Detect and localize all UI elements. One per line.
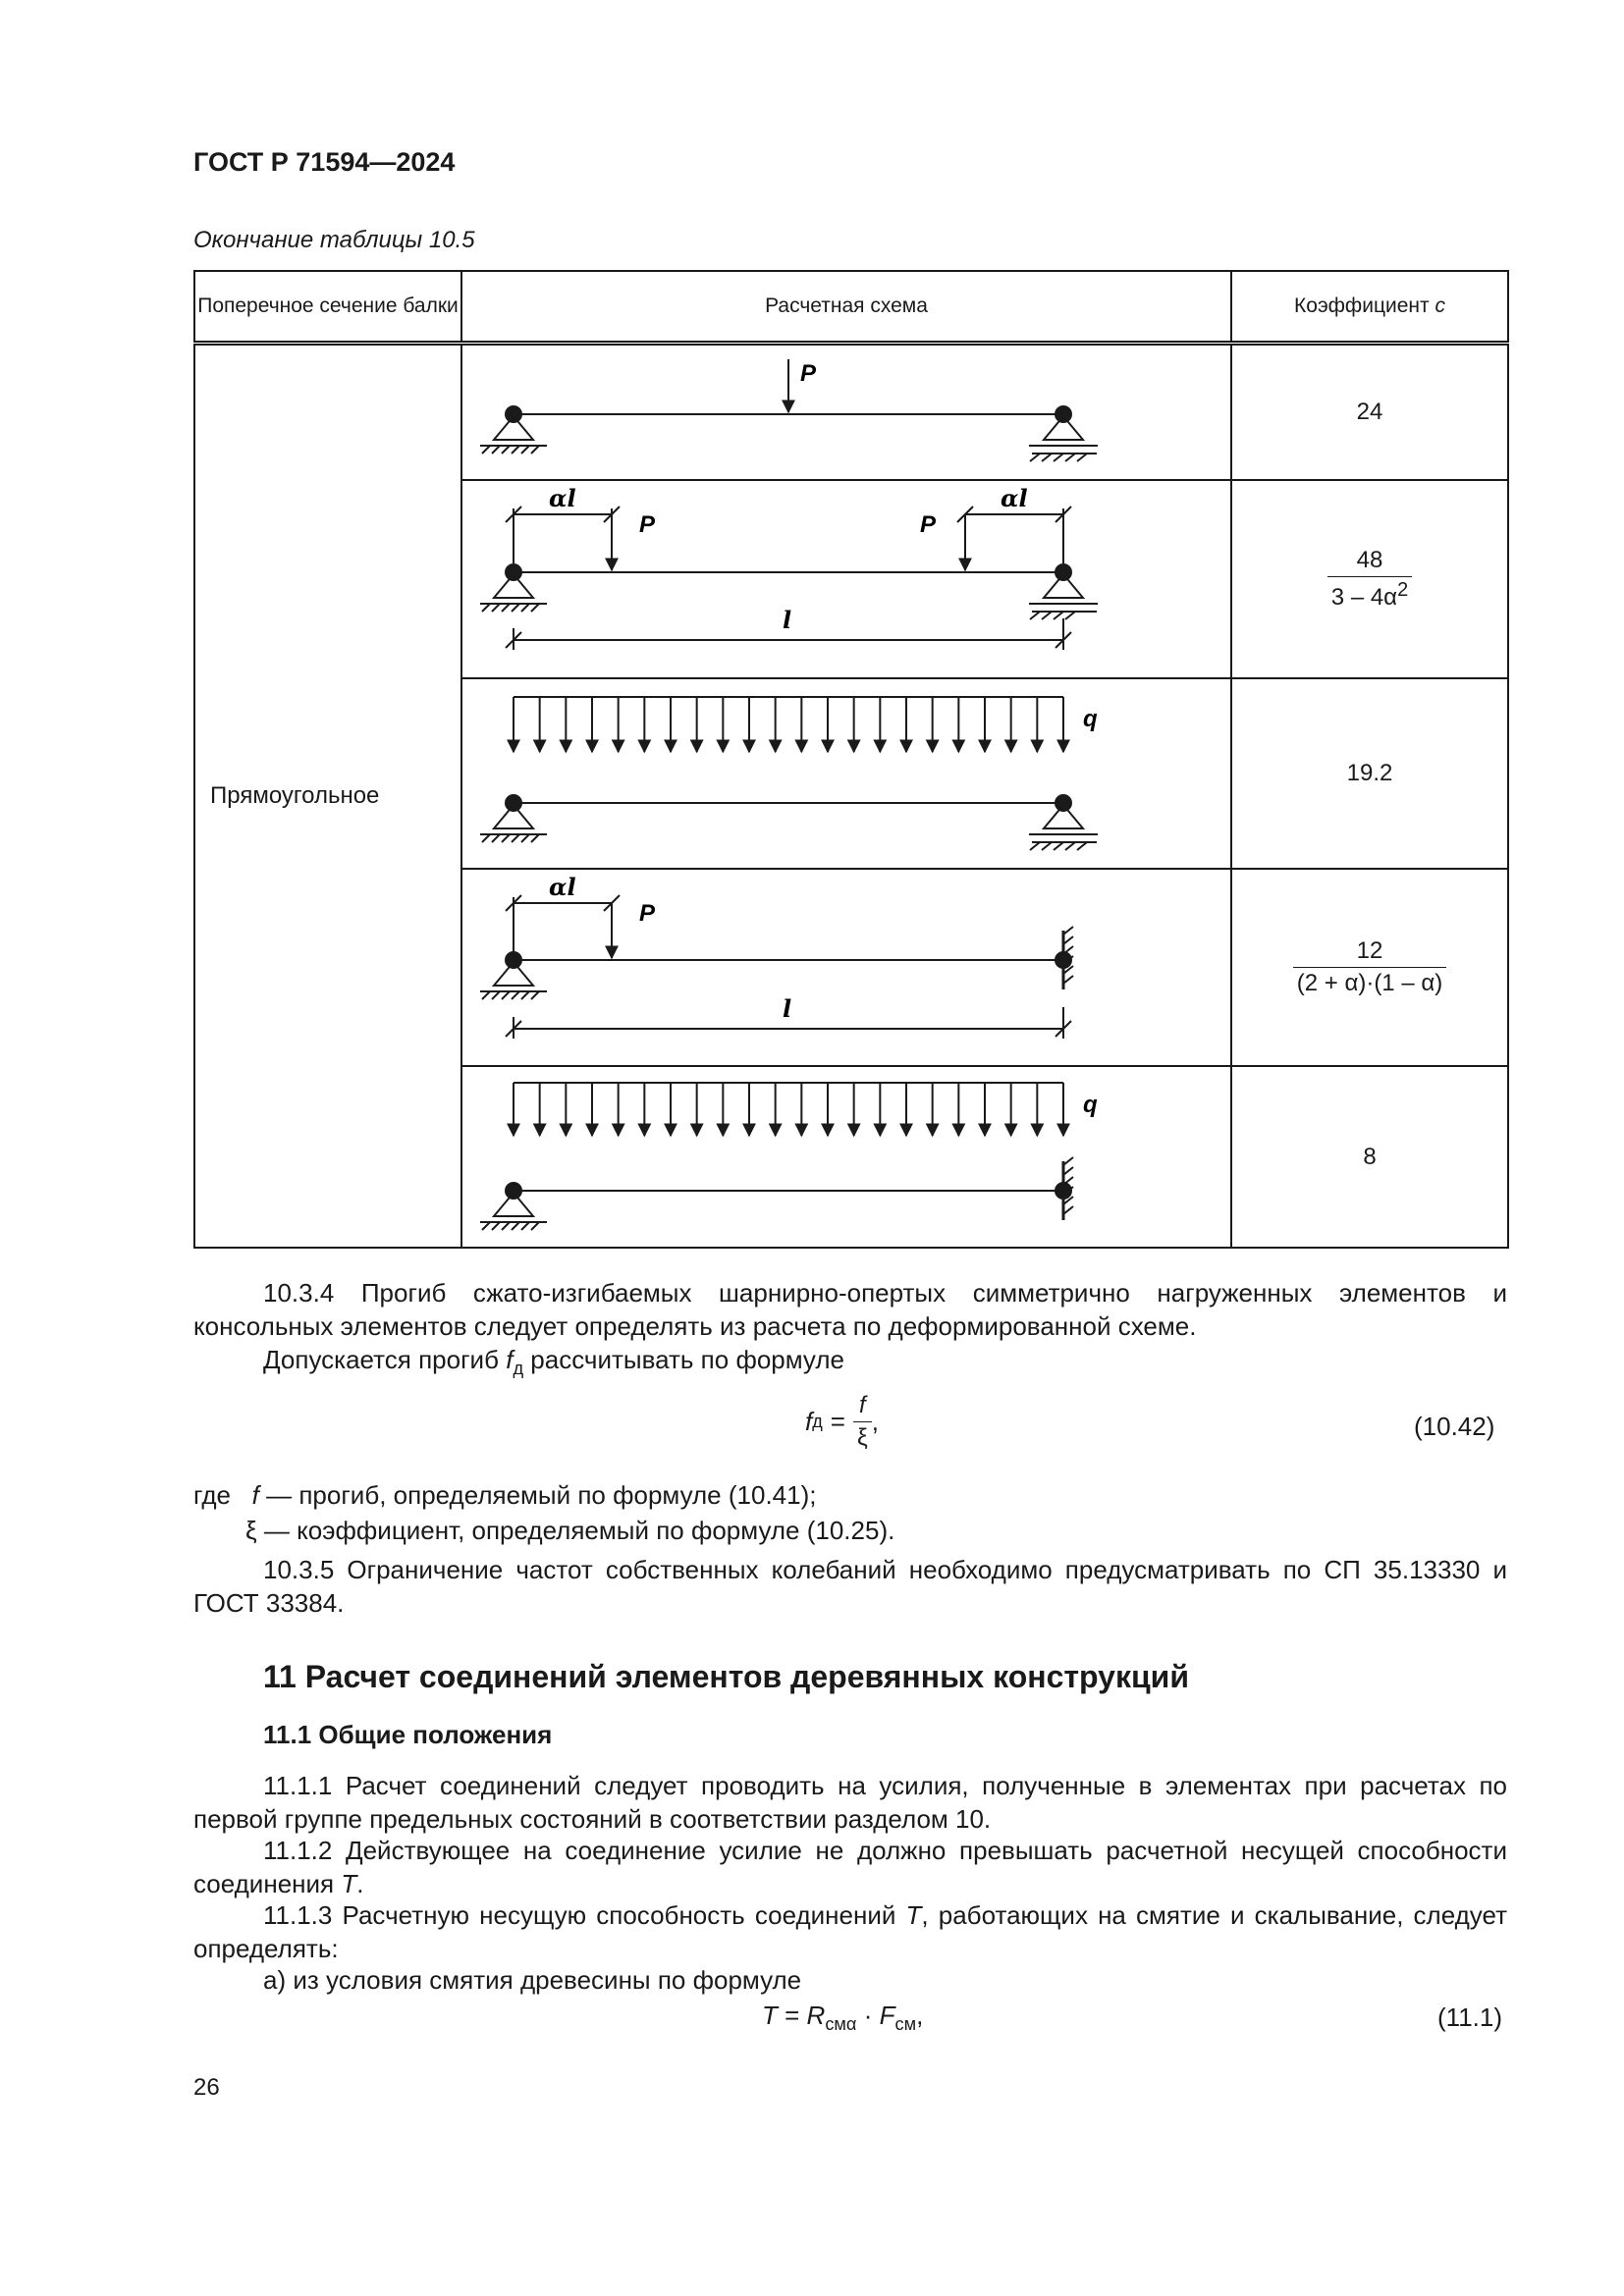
table-row <box>194 344 1508 481</box>
scheme-4-diagram <box>462 870 1230 1065</box>
coef-cell <box>1231 869 1508 1066</box>
scheme-cell <box>461 678 1231 869</box>
table-caption: Окончание таблицы 10.5 <box>193 227 475 253</box>
ground-hatch <box>480 446 547 454</box>
load-label: P <box>800 360 817 387</box>
subsection-heading-11-1: 11.1 Общие положения <box>263 1720 553 1749</box>
table-10-5 <box>193 270 1509 1249</box>
fixed-joint <box>1055 1182 1072 1200</box>
section-cell: Прямоугольное <box>194 344 461 1249</box>
scheme-3-diagram <box>462 679 1230 868</box>
section-heading-11: 11 Расчет соединений элементов деревянных конструкций <box>263 1659 1189 1694</box>
hinge <box>1055 563 1072 581</box>
span-label: l <box>783 994 792 1023</box>
hinge <box>505 794 522 812</box>
load-label: q <box>1083 706 1098 732</box>
formula-fraction: $\frac{f}{\xi}$ <box>853 1392 872 1452</box>
scheme-5-diagram <box>462 1067 1230 1247</box>
ground-hatch <box>480 834 547 842</box>
coef-cell: 24 <box>1231 344 1508 481</box>
coef-cell: 8 <box>1231 1066 1508 1248</box>
load-label: q <box>1083 1092 1098 1118</box>
col-header-section: Поперечное сечение балки <box>194 271 461 344</box>
ground-hatch <box>480 604 547 612</box>
ground-hatch <box>1030 612 1097 619</box>
formula-11-1: $T = R_{см\alpha} \cdot F_{см}$, <box>762 2001 924 2035</box>
hinge <box>1055 794 1072 812</box>
fixed-joint <box>1055 951 1072 969</box>
paragraph-10-3-4: 10.3.4 Прогиб сжато-изгибаемых шарнирно-опертых симметрично нагруженных элементов и консольных элементов следует определять из расчета по деформированной схеме. <box>193 1278 1507 1341</box>
hinge <box>505 563 522 581</box>
paragraph-allow: Допускается прогиб $f_д$ рассчитывать по формуле <box>263 1345 844 1379</box>
formula-number: (10.42) <box>1414 1412 1495 1441</box>
coef-fraction <box>1327 547 1412 612</box>
distributed-load <box>514 697 1063 752</box>
formula-number: (11.1) <box>1437 2002 1502 2032</box>
ground-hatch <box>1030 454 1097 461</box>
paragraph-11-1-2: 11.1.2 Действующее на соединение усилие не должно превышать расчетной несущей способности соединения T. <box>193 1836 1507 1898</box>
hinge <box>505 951 522 969</box>
coef-numerator: 48 <box>1327 547 1412 577</box>
paragraph-10-3-5: 10.3.5 Ограничение частот собственных колебаний необходимо предусматривать по СП 35.13330 и ГОСТ 33384. <box>193 1555 1507 1618</box>
list-item-a: а) из условия смятия древесины по формуле <box>263 1965 802 1995</box>
load-label: P <box>920 511 937 538</box>
col-header-coef: Коэффициент c <box>1231 271 1508 344</box>
distributed-load <box>514 1083 1063 1136</box>
alpha-l-label: αl <box>549 484 576 512</box>
coef-denominator: (2 + α)·(1 – α) <box>1296 970 1443 996</box>
formula-10-42: f д = $\frac{f}{\xi}$ , <box>805 1392 879 1451</box>
load-label: P <box>639 900 656 927</box>
hinge <box>505 405 522 423</box>
paragraph-11-1-3: 11.1.3 Расчетную несущую способность соединений T, работающих на смятие и скалывание, следует определять: <box>193 1900 1507 1963</box>
scheme-cell <box>461 480 1231 678</box>
ground-hatch <box>1030 842 1097 850</box>
coef-denominator: $3 - 4\alpha^2$ <box>1330 579 1409 611</box>
alpha-l-label: αl <box>1001 484 1028 512</box>
document-header: ГОСТ Р 71594—2024 <box>193 147 456 177</box>
col-header-scheme: Расчетная схема <box>461 271 1231 344</box>
coef-numerator: 12 <box>1293 937 1446 968</box>
alpha-l-label: αl <box>549 873 576 901</box>
page-number: 26 <box>193 2074 220 2101</box>
scheme-cell <box>461 1066 1231 1248</box>
coef-cell: 19.2 <box>1231 678 1508 869</box>
hinge <box>505 1182 522 1200</box>
hinge <box>1055 405 1072 423</box>
span-label: l <box>783 606 792 634</box>
where-line-1: где f — прогиб, определяемый по формуле (10.41); <box>193 1480 817 1510</box>
scheme-2-diagram <box>462 481 1230 677</box>
table-header-row <box>194 271 1508 344</box>
coef-cell <box>1231 480 1508 678</box>
scheme-cell <box>461 344 1231 481</box>
paragraph-11-1-1: 11.1.1 Расчет соединений следует проводить на усилия, полученные в элементах при расчетах по первой группе предельных состояний в соответствии разделом 10. <box>193 1771 1507 1834</box>
scheme-1-diagram <box>462 346 1230 479</box>
ground-hatch <box>480 991 547 999</box>
coef-fraction <box>1293 937 1446 997</box>
scheme-cell <box>461 869 1231 1066</box>
ground-hatch <box>480 1222 547 1230</box>
where-line-2: ξ — коэффициент, определяемый по формуле (10.25). <box>245 1516 895 1545</box>
load-label: P <box>639 511 656 538</box>
